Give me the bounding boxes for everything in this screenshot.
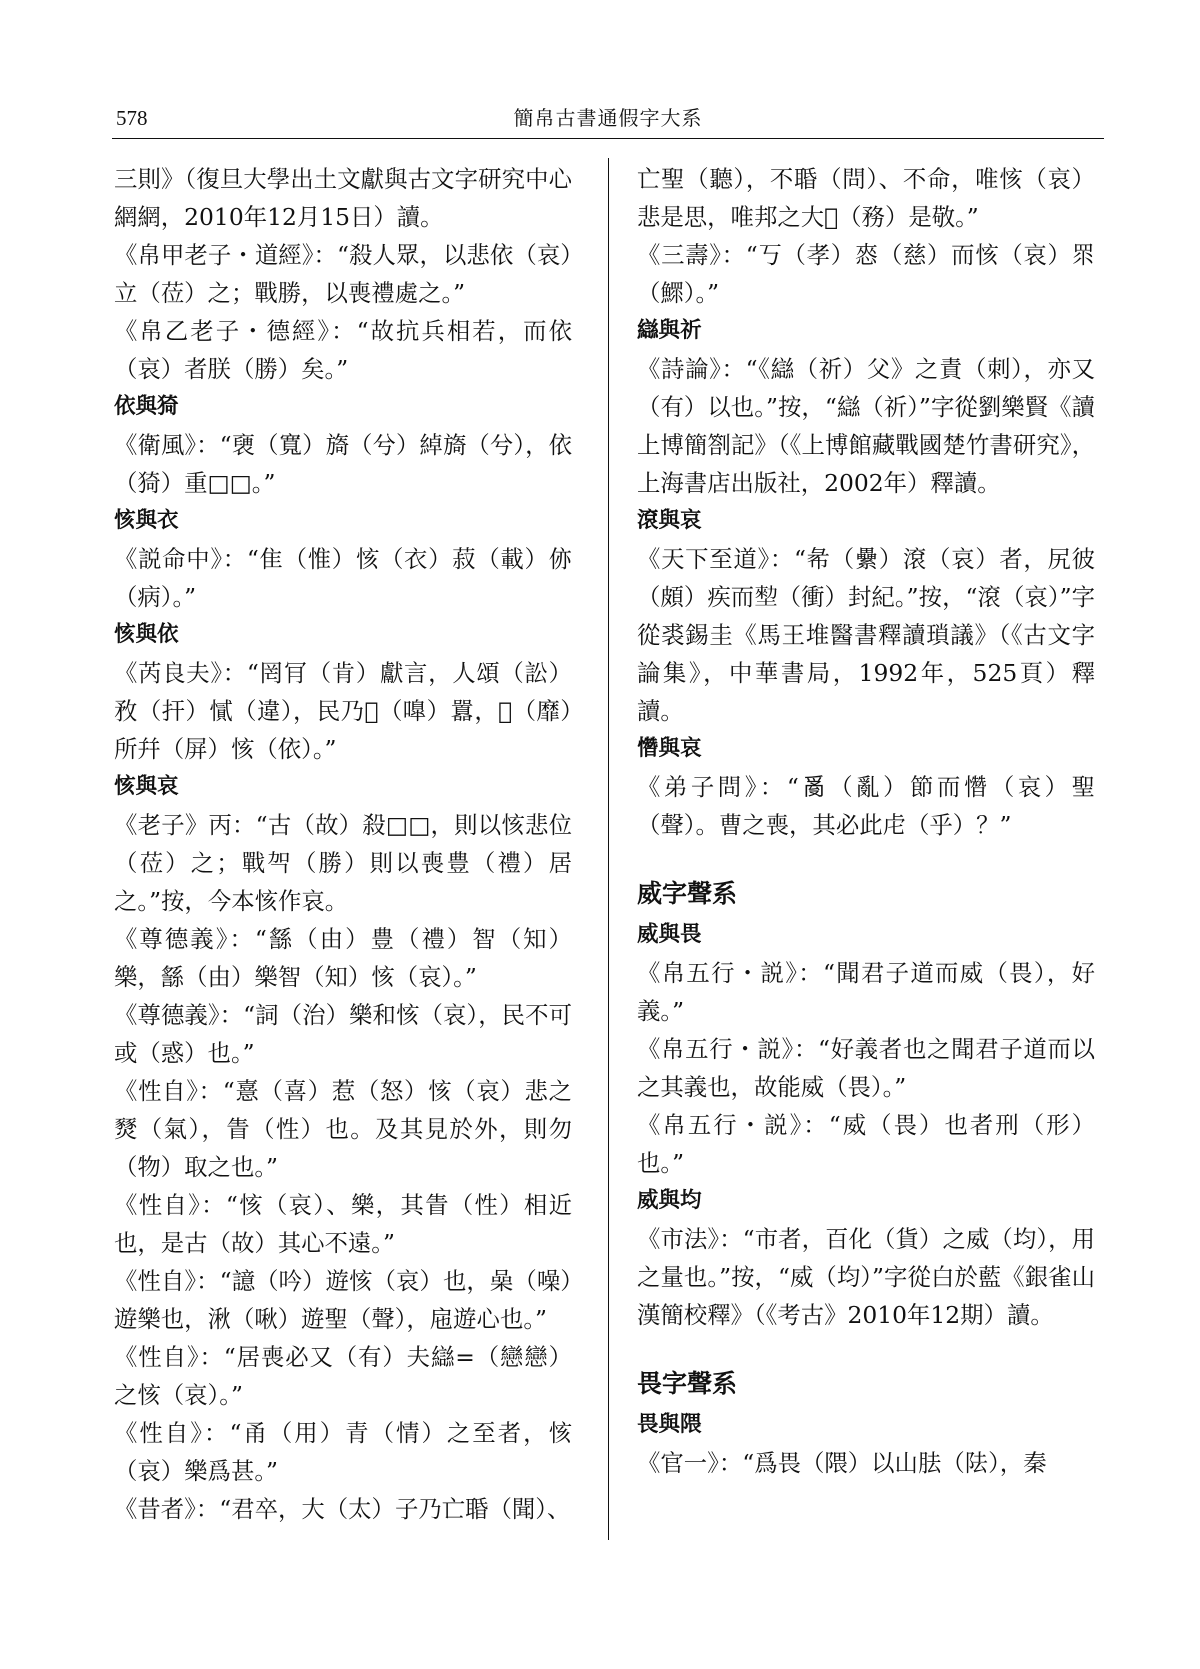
running-title: 簡帛古書通假字大系	[513, 106, 703, 130]
entry-paragraph: 《天下至道》：“㣇（纍）滾（哀）者，尻彼（頗）疾而𡎼（衝）封紀。”按，“滾（哀）”字從裘錫圭《馬王堆醫書釋讀瑣議》（《古文字論集》，中華書局，1992年，525頁）釋讀。	[637, 545, 1095, 725]
entry-paragraph: 《市法》：“市者，百化（貨）之威（均），用之量也。”按，“威（均）”字從白於藍《銀雀山漢簡校釋》（《考古》2010年12期）讀。	[637, 1225, 1095, 1329]
entry-paragraph: 《詩論》：“《䜌（祈）父》之責（刺），亦又（有）以也。”按，“䜌（祈）”字從劉樂賢《讀上博簡劄記》（《上博館藏戰國楚竹書研究》，上海書店出版社，2002年）釋讀。	[637, 355, 1095, 497]
entry-paragraph: 《性自》：“憙（喜）惹（怒）㤥（哀）悲之燹（氣），眚（性）也。及其見於外，則勿（物）取之也。”	[114, 1077, 572, 1181]
section-title: 威字聲系	[637, 879, 738, 908]
entry-paragraph: 三則》（復旦大學出土文獻與古文字研究中心網網，2010年12月15日）讀。	[114, 165, 572, 231]
right-column	[637, 160, 1095, 1482]
entry-paragraph: 《帛五行・説》：“好義者也之聞君子道而以之其義也，故能威（畏）。”	[637, 1035, 1095, 1101]
entry-paragraph: 《衛風》：“褏（寬）旖（兮）綽旖（兮），依（猗）重□□。”	[114, 431, 572, 497]
entry-paragraph: 《尊德義》：“䌛（由）豊（禮）智（知）樂，䌛（由）樂智（知）㤥（哀）。”	[114, 925, 572, 991]
page-number: 578	[116, 106, 148, 130]
entry-heading: 威與均	[637, 1188, 702, 1213]
entry-paragraph: 《昔者》：“君卒，大（太）子乃亡䎽（聞）、	[114, 1495, 571, 1523]
entry-paragraph: 《官一》：“爲畏（隈）以山胠（阹），秦	[637, 1449, 1047, 1477]
entry-heading: 畏與隈	[637, 1412, 702, 1437]
entry-heading: 依與猗	[114, 394, 179, 419]
left-column	[114, 160, 572, 1528]
entry-heading: 㤥與哀	[114, 774, 179, 799]
entry-paragraph: 《三壽》：“丂（孝）㤲（慈）而㤥（哀）眔（鰥）。”	[637, 241, 1095, 307]
entry-paragraph: 《性自》：“譩（吟）遊㤥（哀）也，喿（噪）遊樂也，湫（啾）遊聖（聲），㦾遊心也。”	[114, 1267, 572, 1333]
entry-heading: 㤥與依	[114, 622, 179, 647]
entry-paragraph: 《帛五行・説》：“聞君子道而威（畏），好義。”	[637, 959, 1095, 1025]
entry-paragraph: 《帛五行・説》：“威（畏）也者刑（形）也。”	[637, 1111, 1095, 1177]
column-divider	[608, 158, 609, 1540]
entry-paragraph: 《弟子問》：“𤔔（亂）節而㦧（哀）聖（聲）。曹之喪，其必此虍（乎）？”	[637, 773, 1095, 839]
entry-paragraph: 《芮良夫》：“罔肎（肯）獻言，人頌（訟）敄（扞）㦐（違），民乃𠱵（嘷）囂，𧽊（靡）所幷（屏）㤥（依）。”	[114, 659, 572, 763]
entry-paragraph: 《性自》：“甬（用）青（情）之至者，㤥（哀）樂爲甚。”	[114, 1419, 572, 1485]
entry-heading: 威與畏	[637, 922, 702, 947]
entry-paragraph: 《帛乙老子・德經》：“故抗兵相若，而依（哀）者朕（勝）矣。”	[114, 317, 572, 383]
entry-paragraph: 《帛甲老子・道經》：“殺人眾，以悲依（哀）立（莅）之；戰勝，以喪禮處之。”	[114, 241, 572, 307]
entry-heading: 㦧與哀	[637, 736, 702, 761]
entry-paragraph: 《老子》丙：“古（故）殺□□，則以㤥悲位（莅）之；戰㔖（勝）則以喪豊（禮）居之。”按，今本㤥作哀。	[114, 811, 572, 915]
section-title: 畏字聲系	[637, 1369, 738, 1398]
entry-paragraph: 亡聖（聽），不䎽（問）、不命，唯㤥（哀）悲是思，唯邦之大𢻱（務）是敬。”	[637, 165, 1095, 231]
page-header	[112, 96, 1104, 139]
entry-heading: 㤥與衣	[114, 508, 179, 533]
entry-paragraph: 《尊德義》：“詞（治）樂和㤥（哀），民不可或（惑）也。”	[114, 1001, 572, 1067]
entry-paragraph: 《性自》：“居喪必又（有）夫䜌=（戀戀）之㤥（哀）。”	[114, 1343, 572, 1409]
entry-heading: 滾與哀	[637, 508, 702, 533]
entry-paragraph: 《性自》：“㤥（哀）、樂，其眚（性）相近也，是古（故）其心不遠。”	[114, 1191, 572, 1257]
entry-heading: 䜌與祈	[637, 318, 702, 343]
entry-paragraph: 《説命中》：“隹（惟）㤥（衣）菽（載）㑊（病）。”	[114, 545, 572, 611]
